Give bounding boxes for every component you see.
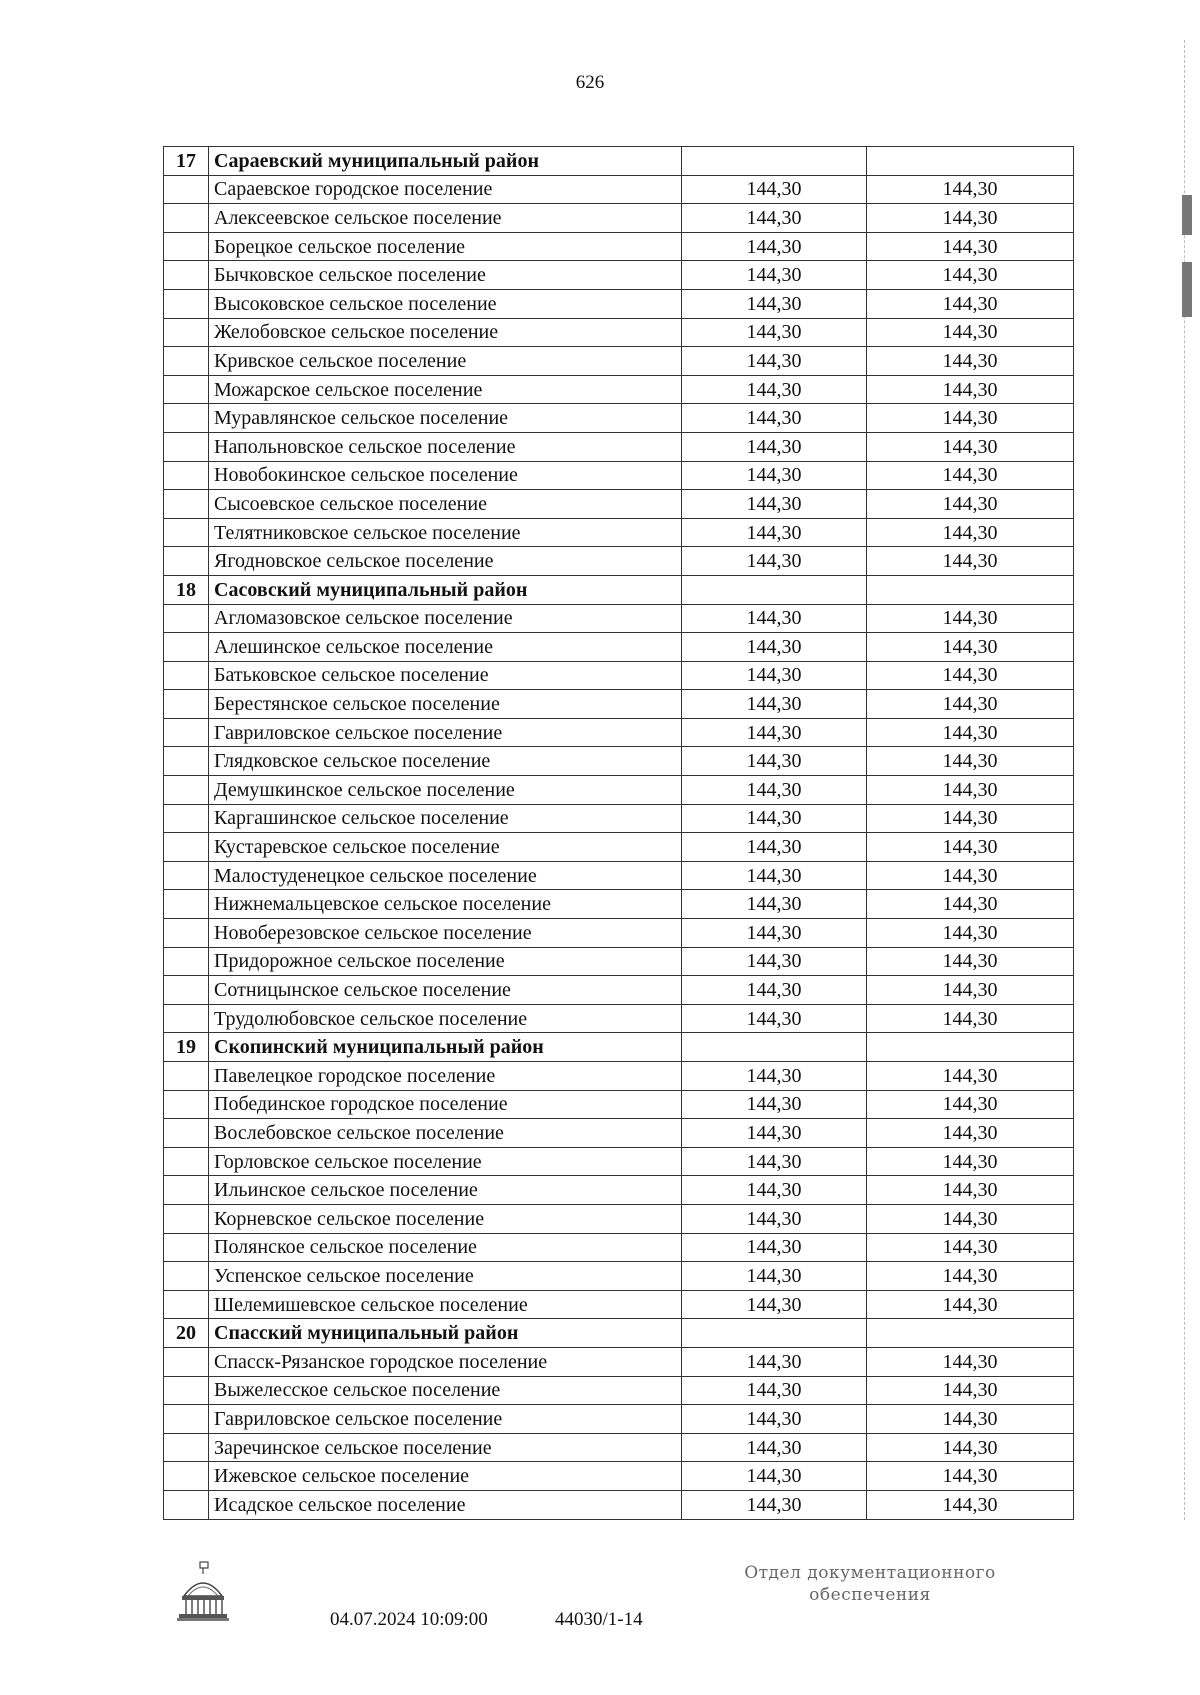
row-number-cell [164,204,209,233]
row-value-1-cell: 144,30 [682,1490,867,1519]
table-row [164,718,1074,747]
row-name-cell: Горловское сельское поселение [209,1147,682,1176]
row-name-cell: Можарское сельское поселение [209,375,682,404]
row-number-cell [164,318,209,347]
row-value-2-cell [867,1319,1074,1348]
row-value-1-cell [682,1033,867,1062]
table-row [164,747,1074,776]
row-number-cell [164,1062,209,1091]
row-value-1-cell: 144,30 [682,1090,867,1119]
row-value-2-cell: 144,30 [867,518,1074,547]
row-number-cell [164,1462,209,1491]
allocation-table [163,146,1074,1520]
row-number-cell [164,1004,209,1033]
row-value-1-cell: 144,30 [682,547,867,576]
row-value-1-cell: 144,30 [682,1119,867,1148]
row-name-cell: Малостуденецкое сельское поселение [209,861,682,890]
row-name-cell: Ильинское сельское поселение [209,1176,682,1205]
row-number-cell [164,261,209,290]
row-number-cell [164,1204,209,1233]
row-name-cell: Сотницынское сельское поселение [209,976,682,1005]
row-value-1-cell: 144,30 [682,518,867,547]
row-number-cell [164,604,209,633]
row-value-2-cell: 144,30 [867,1147,1074,1176]
row-value-1-cell: 144,30 [682,804,867,833]
row-value-1-cell: 144,30 [682,318,867,347]
row-value-1-cell: 144,30 [682,919,867,948]
row-value-1-cell: 144,30 [682,461,867,490]
row-value-2-cell: 144,30 [867,947,1074,976]
row-number-cell [164,718,209,747]
table-row [164,375,1074,404]
row-value-2-cell: 144,30 [867,1405,1074,1434]
row-value-2-cell: 144,30 [867,1090,1074,1119]
row-name-cell: Алексеевское сельское поселение [209,204,682,233]
row-name-cell: Павелецкое городское поселение [209,1062,682,1091]
row-value-1-cell: 144,30 [682,604,867,633]
table-row [164,289,1074,318]
table-row [164,1290,1074,1319]
row-value-2-cell: 144,30 [867,289,1074,318]
table-row [164,976,1074,1005]
row-value-2-cell: 144,30 [867,1490,1074,1519]
table-row [164,1433,1074,1462]
row-value-2-cell: 144,30 [867,347,1074,376]
table-row [164,1233,1074,1262]
row-value-1-cell [682,575,867,604]
row-name-cell: Спасск-Рязанское городское поселение [209,1347,682,1376]
row-name-cell: Алешинское сельское поселение [209,633,682,662]
stamp-line-1: Отдел документационного [744,1563,996,1583]
row-value-2-cell: 144,30 [867,1176,1074,1205]
row-value-2-cell: 144,30 [867,833,1074,862]
table-row [164,461,1074,490]
row-name-cell: Демушкинское сельское поселение [209,776,682,805]
table-row [164,1376,1074,1405]
table-row [164,1347,1074,1376]
row-number-cell [164,976,209,1005]
row-value-1-cell: 144,30 [682,347,867,376]
row-value-1-cell: 144,30 [682,1062,867,1091]
row-value-2-cell: 144,30 [867,890,1074,919]
row-name-cell: Новобокинское сельское поселение [209,461,682,490]
row-value-1-cell: 144,30 [682,1376,867,1405]
table-row [164,604,1074,633]
table-row [164,1119,1074,1148]
row-name-cell: Батьковское сельское поселение [209,661,682,690]
row-name-cell: Нижнемальцевское сельское поселение [209,890,682,919]
row-value-1-cell: 144,30 [682,1405,867,1434]
table-row [164,947,1074,976]
row-name-cell: Придорожное сельское поселение [209,947,682,976]
row-number-cell: 18 [164,575,209,604]
row-number-cell [164,289,209,318]
row-value-1-cell: 144,30 [682,747,867,776]
row-number-cell [164,404,209,433]
row-number-cell [164,432,209,461]
row-name-cell: Корневское сельское поселение [209,1204,682,1233]
stamp-line-2: обеспечения [809,1585,931,1605]
row-name-cell: Телятниковское сельское поселение [209,518,682,547]
row-value-2-cell: 144,30 [867,690,1074,719]
row-name-cell: Кустаревское сельское поселение [209,833,682,862]
row-name-cell: Ягодновское сельское поселение [209,547,682,576]
row-name-cell: Высоковское сельское поселение [209,289,682,318]
row-name-cell: Кривское сельское поселение [209,347,682,376]
row-value-1-cell: 144,30 [682,1176,867,1205]
row-value-1-cell: 144,30 [682,947,867,976]
row-number-cell: 19 [164,1033,209,1062]
row-value-1-cell: 144,30 [682,175,867,204]
table-row [164,547,1074,576]
table-row [164,318,1074,347]
row-value-2-cell: 144,30 [867,1119,1074,1148]
district-row [164,1033,1074,1062]
row-name-cell: Шелемишевское сельское поселение [209,1290,682,1319]
row-value-1-cell: 144,30 [682,1462,867,1491]
row-number-cell [164,833,209,862]
row-name-cell: Каргашинское сельское поселение [209,804,682,833]
row-name-cell: Исадское сельское поселение [209,1490,682,1519]
row-number-cell [164,547,209,576]
row-value-2-cell: 144,30 [867,1062,1074,1091]
table-row [164,919,1074,948]
table-row [164,232,1074,261]
row-value-2-cell: 144,30 [867,804,1074,833]
row-value-2-cell: 144,30 [867,861,1074,890]
row-value-2-cell [867,1033,1074,1062]
table-row [164,1462,1074,1491]
row-number-cell [164,1433,209,1462]
row-value-2-cell: 144,30 [867,461,1074,490]
row-value-2-cell: 144,30 [867,1376,1074,1405]
row-value-1-cell: 144,30 [682,1433,867,1462]
row-value-2-cell: 144,30 [867,919,1074,948]
table-row [164,1090,1074,1119]
row-value-1-cell [682,147,867,176]
row-value-1-cell: 144,30 [682,690,867,719]
table-row [164,261,1074,290]
row-name-cell: Выжелесское сельское поселение [209,1376,682,1405]
row-name-cell: Успенское сельское поселение [209,1262,682,1291]
table-row [164,861,1074,890]
row-name-cell: Сараевское городское поселение [209,175,682,204]
table-row [164,776,1074,805]
table-row [164,1405,1074,1434]
row-value-1-cell: 144,30 [682,661,867,690]
district-row [164,575,1074,604]
table-row [164,1062,1074,1091]
row-number-cell [164,1147,209,1176]
row-number-cell [164,804,209,833]
row-number-cell [164,1490,209,1519]
row-value-1-cell: 144,30 [682,432,867,461]
row-value-1-cell: 144,30 [682,404,867,433]
row-value-2-cell: 144,30 [867,661,1074,690]
row-number-cell [164,661,209,690]
row-value-2-cell [867,575,1074,604]
row-number-cell [164,518,209,547]
table-row [164,347,1074,376]
row-value-1-cell: 144,30 [682,261,867,290]
row-number-cell [164,490,209,519]
row-name-cell: Ижевское сельское поселение [209,1462,682,1491]
row-name-cell: Агломазовское сельское поселение [209,604,682,633]
row-number-cell [164,347,209,376]
row-value-1-cell: 144,30 [682,890,867,919]
row-value-1-cell: 144,30 [682,1233,867,1262]
row-number-cell [164,919,209,948]
row-value-1-cell: 144,30 [682,1347,867,1376]
row-number-cell [164,461,209,490]
row-number-cell [164,1290,209,1319]
row-name-cell: Напольновское сельское поселение [209,432,682,461]
row-name-cell: Муравлянское сельское поселение [209,404,682,433]
row-value-2-cell: 144,30 [867,1433,1074,1462]
row-name-cell: Новоберезовское сельское поселение [209,919,682,948]
table-row [164,490,1074,519]
footer-date: 04.07.2024 10:09:00 [330,1609,488,1630]
row-number-cell [164,890,209,919]
row-value-1-cell: 144,30 [682,633,867,662]
table-row [164,175,1074,204]
row-number-cell [164,1119,209,1148]
table-row [164,690,1074,719]
table-row [164,661,1074,690]
table-row [164,804,1074,833]
row-name-cell: Берестянское сельское поселение [209,690,682,719]
row-number-cell [164,1376,209,1405]
row-name-cell: Гавриловское сельское поселение [209,718,682,747]
footer-doc-number: 44030/1-14 [555,1609,643,1630]
row-name-cell: Побединское городское поселение [209,1090,682,1119]
table-row [164,890,1074,919]
row-value-2-cell: 144,30 [867,375,1074,404]
row-name-cell: Вослебовское сельское поселение [209,1119,682,1148]
row-number-cell [164,1262,209,1291]
row-number-cell [164,947,209,976]
row-number-cell [164,861,209,890]
table-row [164,1490,1074,1519]
row-value-2-cell: 144,30 [867,633,1074,662]
row-number-cell [164,1090,209,1119]
table-row [164,1147,1074,1176]
row-value-2-cell: 144,30 [867,232,1074,261]
row-value-2-cell: 144,30 [867,1233,1074,1262]
table-row [164,518,1074,547]
row-value-2-cell: 144,30 [867,490,1074,519]
table-row [164,204,1074,233]
row-name-cell: Сысоевское сельское поселение [209,490,682,519]
row-value-1-cell: 144,30 [682,718,867,747]
row-value-2-cell: 144,30 [867,776,1074,805]
row-name-cell: Скопинский муниципальный район [209,1033,682,1062]
row-value-2-cell: 144,30 [867,604,1074,633]
row-value-2-cell [867,147,1074,176]
row-value-1-cell: 144,30 [682,1262,867,1291]
row-value-2-cell: 144,30 [867,547,1074,576]
row-name-cell: Бычковское сельское поселение [209,261,682,290]
row-value-1-cell: 144,30 [682,1004,867,1033]
scan-mark [1182,262,1192,317]
table-row [164,1176,1074,1205]
row-name-cell: Борецкое сельское поселение [209,232,682,261]
row-number-cell [164,1233,209,1262]
row-value-1-cell: 144,30 [682,204,867,233]
row-name-cell: Заречинское сельское поселение [209,1433,682,1462]
row-name-cell: Трудолюбовское сельское поселение [209,1004,682,1033]
row-name-cell: Глядковское сельское поселение [209,747,682,776]
row-value-1-cell [682,1319,867,1348]
row-value-2-cell: 144,30 [867,1004,1074,1033]
row-name-cell: Желобовское сельское поселение [209,318,682,347]
row-value-2-cell: 144,30 [867,1462,1074,1491]
table-row [164,1204,1074,1233]
page-number: 626 [575,72,605,93]
row-number-cell [164,747,209,776]
row-value-1-cell: 144,30 [682,776,867,805]
row-number-cell [164,690,209,719]
row-value-2-cell: 144,30 [867,976,1074,1005]
table-row [164,1262,1074,1291]
row-value-2-cell: 144,30 [867,1290,1074,1319]
row-value-2-cell: 144,30 [867,204,1074,233]
row-value-1-cell: 144,30 [682,861,867,890]
row-value-1-cell: 144,30 [682,1147,867,1176]
row-number-cell [164,1405,209,1434]
row-value-1-cell: 144,30 [682,289,867,318]
table-row [164,404,1074,433]
row-value-2-cell: 144,30 [867,747,1074,776]
row-name-cell: Сасовский муниципальный район [209,575,682,604]
department-stamp [720,1562,1020,1606]
row-number-cell [164,1176,209,1205]
row-value-1-cell: 144,30 [682,976,867,1005]
row-number-cell [164,633,209,662]
row-number-cell [164,175,209,204]
district-row [164,1319,1074,1348]
table-row [164,432,1074,461]
row-name-cell: Полянское сельское поселение [209,1233,682,1262]
table-row [164,833,1074,862]
row-name-cell: Гавриловское сельское поселение [209,1405,682,1434]
row-value-1-cell: 144,30 [682,1290,867,1319]
row-name-cell: Спасский муниципальный район [209,1319,682,1348]
table-row [164,1004,1074,1033]
table-row [164,633,1074,662]
row-value-2-cell: 144,30 [867,1262,1074,1291]
row-number-cell: 20 [164,1319,209,1348]
row-name-cell: Сараевский муниципальный район [209,147,682,176]
row-value-1-cell: 144,30 [682,375,867,404]
row-value-2-cell: 144,30 [867,404,1074,433]
row-value-1-cell: 144,30 [682,1204,867,1233]
row-value-1-cell: 144,30 [682,232,867,261]
row-number-cell [164,1347,209,1376]
row-value-2-cell: 144,30 [867,261,1074,290]
row-value-2-cell: 144,30 [867,318,1074,347]
duma-building-icon [176,1560,230,1624]
table-body [164,147,1074,1520]
row-value-1-cell: 144,30 [682,490,867,519]
row-number-cell [164,232,209,261]
row-number-cell [164,776,209,805]
row-value-2-cell: 144,30 [867,718,1074,747]
row-value-2-cell: 144,30 [867,175,1074,204]
row-value-2-cell: 144,30 [867,1204,1074,1233]
district-row [164,147,1074,176]
row-number-cell [164,375,209,404]
scan-mark [1182,195,1192,235]
row-number-cell: 17 [164,147,209,176]
row-value-1-cell: 144,30 [682,833,867,862]
row-value-2-cell: 144,30 [867,432,1074,461]
row-value-2-cell: 144,30 [867,1347,1074,1376]
